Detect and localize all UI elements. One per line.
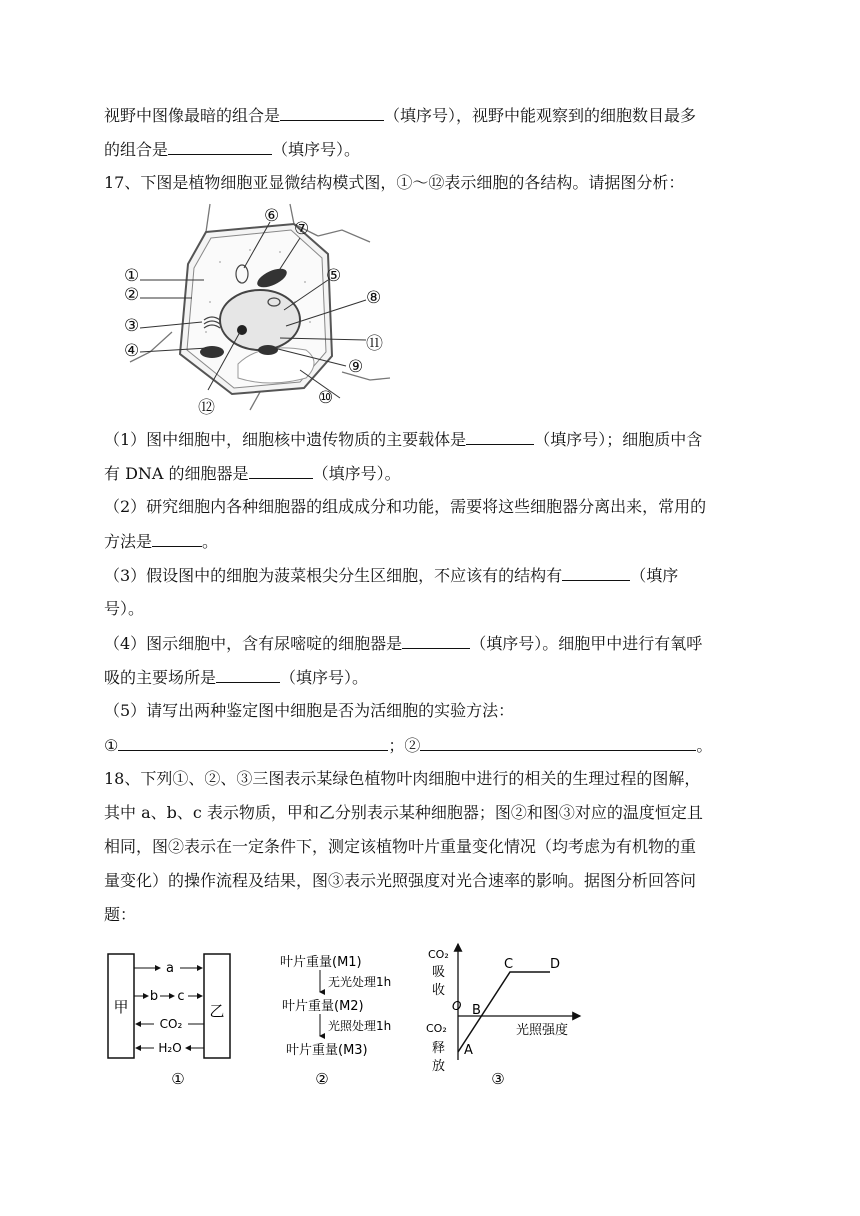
q18-line3: 相同，图②表示在一定条件下，测定该植物叶片重量变化情况（均考虑为有机物的重 — [104, 837, 697, 856]
fig1-c: c — [177, 989, 185, 1004]
fig1-caption: ① — [171, 1070, 185, 1088]
q17-p2-line1: （2）研究细胞内各种细胞器的组成成分和功能，需要将这些细胞器分离出来，常用的 — [104, 497, 707, 516]
fig2-caption: ② — [315, 1070, 329, 1088]
q17-stem: 17、下图是植物细胞亚显微结构模式图，①～⑫表示细胞的各结构。请据图分析： — [104, 173, 685, 192]
fig2-m3: 叶片重量(M3) — [286, 1043, 368, 1058]
fig3-point-C: C — [504, 957, 514, 972]
q16-line1: 视野中图像最暗的组合是 （填序号），视野中能观察到的细胞数目最多 — [104, 106, 697, 125]
label-8: ⑧ — [366, 288, 382, 308]
q18-line5: 题： — [104, 905, 137, 924]
answer-blank[interactable] — [280, 104, 384, 121]
label-10: ⑩ — [318, 388, 334, 408]
label-1: ① — [124, 266, 140, 286]
label-4: ④ — [124, 341, 140, 361]
fig2-step1: 无光处理1h — [328, 975, 392, 989]
q17-p4-line1: （4）图示细胞中，含有尿嘧啶的细胞器是 （填序号）。细胞甲中进行有氧呼 — [104, 634, 703, 653]
fig3-co2-bot: CO₂ — [426, 1022, 447, 1035]
fig3-point-B: B — [472, 1003, 481, 1018]
answer-blank[interactable] — [216, 666, 280, 683]
fig3-xlabel: 光照强度 — [516, 1023, 569, 1038]
fig2-m2: 叶片重量(M2) — [282, 999, 364, 1014]
fig3-co2-top: CO₂ — [428, 948, 449, 961]
label-11: ⑪ — [366, 334, 383, 354]
q17-p5-line2: ① ；② 。 — [104, 736, 713, 755]
answer-blank[interactable] — [118, 734, 388, 751]
label-6: ⑥ — [264, 206, 280, 226]
q17-p1-line2: 有 DNA 的细胞器是 （填序号）。 — [104, 464, 401, 483]
fig1-right-label: 乙 — [209, 1002, 225, 1020]
fig1-h2o: H₂O — [158, 1041, 182, 1055]
fig3-origin: O — [452, 999, 462, 1013]
answer-blank[interactable] — [420, 734, 696, 751]
q17-p5-line1: （5）请写出两种鉴定图中细胞是否为活细胞的实验方法： — [104, 701, 515, 720]
label-7: ⑦ — [294, 219, 310, 239]
label-12: ⑫ — [198, 398, 215, 418]
fig3-absorb2: 收 — [432, 983, 446, 998]
q17-p1-line1: （1）图中细胞中，细胞核中遗传物质的主要载体是 （填序号）；细胞质中含 — [104, 430, 703, 449]
q17-p4-line2: 吸的主要场所是 （填序号）。 — [104, 668, 369, 687]
fig1-co2: CO₂ — [159, 1017, 183, 1031]
answer-blank[interactable] — [402, 632, 470, 649]
fig2-m1: 叶片重量(M1) — [280, 955, 362, 970]
fig3-caption: ③ — [491, 1070, 505, 1088]
q17-p3-line2: 号）。 — [104, 599, 145, 618]
answer-blank[interactable] — [152, 530, 202, 547]
figure-2-weight-flow — [272, 950, 422, 1090]
fig3-release2: 放 — [432, 1059, 446, 1074]
fig1-b: b — [149, 989, 159, 1004]
answer-blank[interactable] — [168, 138, 272, 155]
fig3-release1: 释 — [432, 1041, 446, 1056]
fig3-point-A: A — [464, 1043, 473, 1058]
answer-blank[interactable] — [249, 462, 313, 479]
fig1-a: a — [166, 961, 174, 976]
q18-line2: 其中 a、b、c 表示物质，甲和乙分别表示某种细胞器；图②和图③对应的温度恒定且 — [104, 803, 703, 822]
answer-blank[interactable] — [562, 564, 630, 581]
figure-3-light-curve — [420, 938, 600, 1090]
q16-line2: 的组合是 （填序号）。 — [104, 140, 361, 159]
answer-blank[interactable] — [466, 428, 534, 445]
plant-cell-figure — [110, 202, 410, 414]
fig2-step2: 光照处理1h — [328, 1019, 392, 1033]
q18-line1: 18、下列①、②、③三图表示某绿色植物叶肉细胞中进行的相关的生理过程的图解， — [104, 769, 701, 788]
q18-line4: 量变化）的操作流程及结果，图③表示光照强度对光合速率的影响。据图分析回答问 — [104, 871, 697, 890]
label-5: ⑤ — [326, 266, 342, 286]
fig1-left-label: 甲 — [113, 998, 129, 1016]
label-2: ② — [124, 285, 140, 305]
label-9: ⑨ — [348, 357, 364, 377]
q17-p3-line1: （3）假设图中的细胞为菠菜根尖分生区细胞，不应该有的结构有 （填序 — [104, 566, 679, 585]
fig3-absorb1: 吸 — [432, 965, 446, 980]
q17-p2-line2: 方法是 。 — [104, 532, 219, 551]
label-3: ③ — [124, 316, 140, 336]
fig3-point-D: D — [550, 957, 561, 972]
figure-1-organelle-exchange — [104, 950, 244, 1090]
